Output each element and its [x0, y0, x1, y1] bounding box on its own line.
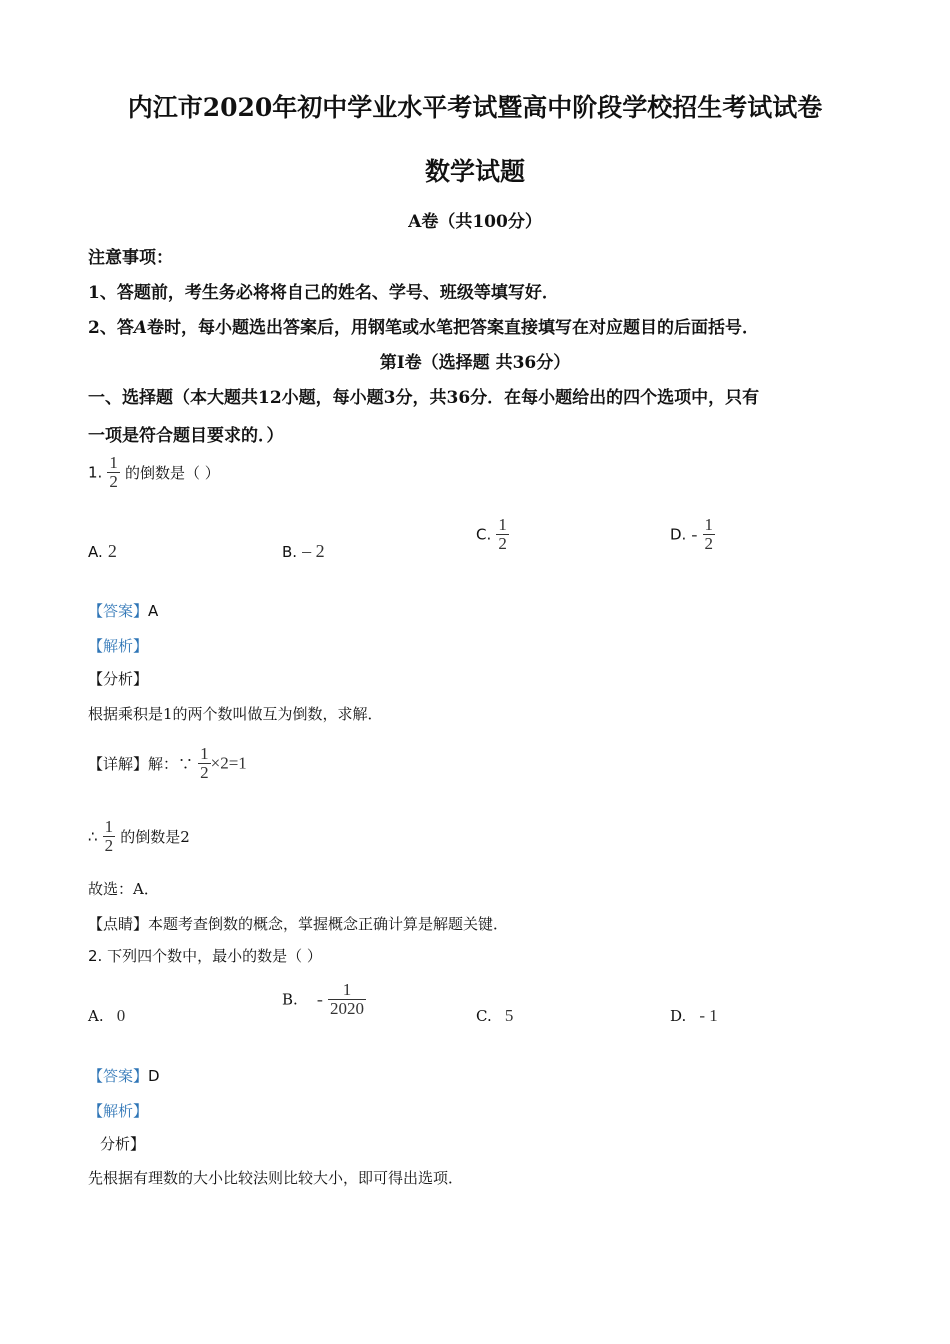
q1-option-d-num: 1 [704, 515, 714, 534]
q1-therefore-tail: 的倒数是2 [120, 827, 190, 846]
q2-option-c [476, 1006, 513, 1026]
q1-fenxi-tag: 【分析】 [88, 670, 149, 688]
q1-option-c-num: 1 [498, 515, 507, 534]
q2-stem: 2. 下列四个数中，最小的数是（ ） [88, 947, 322, 965]
q2-fenxi-tag: 分析】 [100, 1135, 146, 1153]
notes-item-2-italic: A [133, 318, 148, 338]
q2-answer-tag: 【答案】 [88, 1067, 149, 1085]
part-1-heading: 第Ⅰ卷（选择题 共36分） [379, 353, 571, 373]
section-intro-line-2: 一项是符合题目要求的．） [88, 426, 284, 446]
q1-frac-den: 2 [109, 471, 118, 491]
notes-item-2 [88, 313, 759, 338]
q2-fenxi-text: 先根据有理数的大小比较法则比较大小，即可得出选项． [88, 1169, 464, 1187]
q2-option-a [88, 1006, 125, 1026]
q1-answer-tag: 【答案】 [88, 602, 149, 620]
q1-option-b-value: – 2 [302, 541, 325, 561]
q2-option-c-label: C. [476, 1007, 492, 1025]
subject-title: 数学试题 [424, 157, 525, 186]
notes-item-2-prefix: 2、答 [88, 318, 134, 338]
q1-option-d-den: 2 [704, 533, 714, 553]
q2-option-b-den: 2020 [329, 998, 364, 1018]
q2-answer-value: D [148, 1067, 160, 1085]
q2-option-d-label: D. [670, 1007, 687, 1025]
exam-title: 内江市2020年初中学业水平考试暨高中阶段学校招生考试试卷 [127, 93, 823, 122]
q1-detail-num: 1 [200, 744, 209, 763]
q1-option-a-label: A. [88, 543, 103, 561]
q1-option-c [476, 516, 509, 553]
q2-answer [88, 1065, 160, 1086]
q1-frac-num: 1 [109, 453, 118, 472]
paper-a-heading: A卷（共100分） [408, 212, 542, 232]
q1-therefore-symbol: ∴ [88, 827, 98, 846]
q1-option-b [282, 541, 325, 562]
q1-fenxi-text: 根据乘积是1的两个数叫做互为倒数，求解． [88, 705, 383, 723]
notes-item-2-suffix: 卷时，每小题选出答案后，用钢笔或水笔把答案直接填写在对应题目的后面括号． [147, 318, 760, 338]
q1-answer [88, 600, 158, 621]
q2-option-d-value: - 1 [699, 1006, 718, 1025]
section-intro-line-1: 一、选择题（本大题共12小题，每小题3分，共36分．在每小题给出的四个选项中，只有 [88, 388, 760, 408]
q1-option-d-fraction [703, 516, 716, 553]
q2-option-b-label: B. [282, 990, 298, 1009]
q1-analysis-tag: 【解析】 [88, 637, 149, 655]
q1-fraction [107, 454, 120, 491]
notes-item-1: 1、答题前，考生务必将将自己的姓名、学号、班级等填写好． [88, 283, 559, 303]
q2-analysis-tag: 【解析】 [88, 1102, 149, 1120]
q1-dianjing: 【点睛】本题考查倒数的概念，掌握概念正确计算是解题关键． [88, 915, 509, 933]
q1-stem [88, 454, 220, 491]
q1-option-c-label: C. [476, 525, 492, 544]
q2-option-a-value: 0 [116, 1006, 126, 1025]
q1-therefore-den: 2 [104, 835, 114, 855]
q1-choice: 故选：A． [88, 880, 159, 898]
q1-option-d-sign: - [691, 523, 698, 544]
q1-therefore-fraction [103, 818, 116, 855]
q1-option-c-fraction [496, 516, 509, 553]
q1-option-a-value: 2 [107, 541, 117, 561]
q1-answer-value: A [148, 602, 159, 620]
q1-option-b-label: B. [282, 543, 298, 561]
q1-detail [88, 745, 247, 782]
q1-option-d [670, 516, 715, 553]
q1-therefore [88, 818, 190, 855]
q2-option-b-fraction [328, 981, 366, 1018]
q1-option-c-den: 2 [498, 533, 507, 553]
q1-detail-tag: 【详解】解：∵ [88, 754, 194, 773]
q2-option-c-value: 5 [504, 1006, 514, 1025]
q2-option-b-sign: - [316, 988, 323, 1009]
q1-therefore-num: 1 [104, 817, 114, 836]
q1-option-a [88, 541, 117, 562]
q1-number: 1. [88, 463, 103, 482]
q1-detail-tail: ×2=1 [210, 753, 247, 773]
q1-detail-den: 2 [200, 762, 209, 782]
q1-detail-fraction [198, 745, 211, 782]
q1-stem-text: 的倒数是（ ） [125, 463, 220, 482]
q2-option-b [282, 981, 366, 1018]
q2-option-b-num: 1 [342, 980, 352, 999]
notes-heading: 注意事项： [88, 248, 173, 268]
q1-option-d-label: D. [670, 525, 687, 544]
q2-option-d [670, 1006, 718, 1026]
q2-option-a-label: A. [88, 1007, 104, 1025]
